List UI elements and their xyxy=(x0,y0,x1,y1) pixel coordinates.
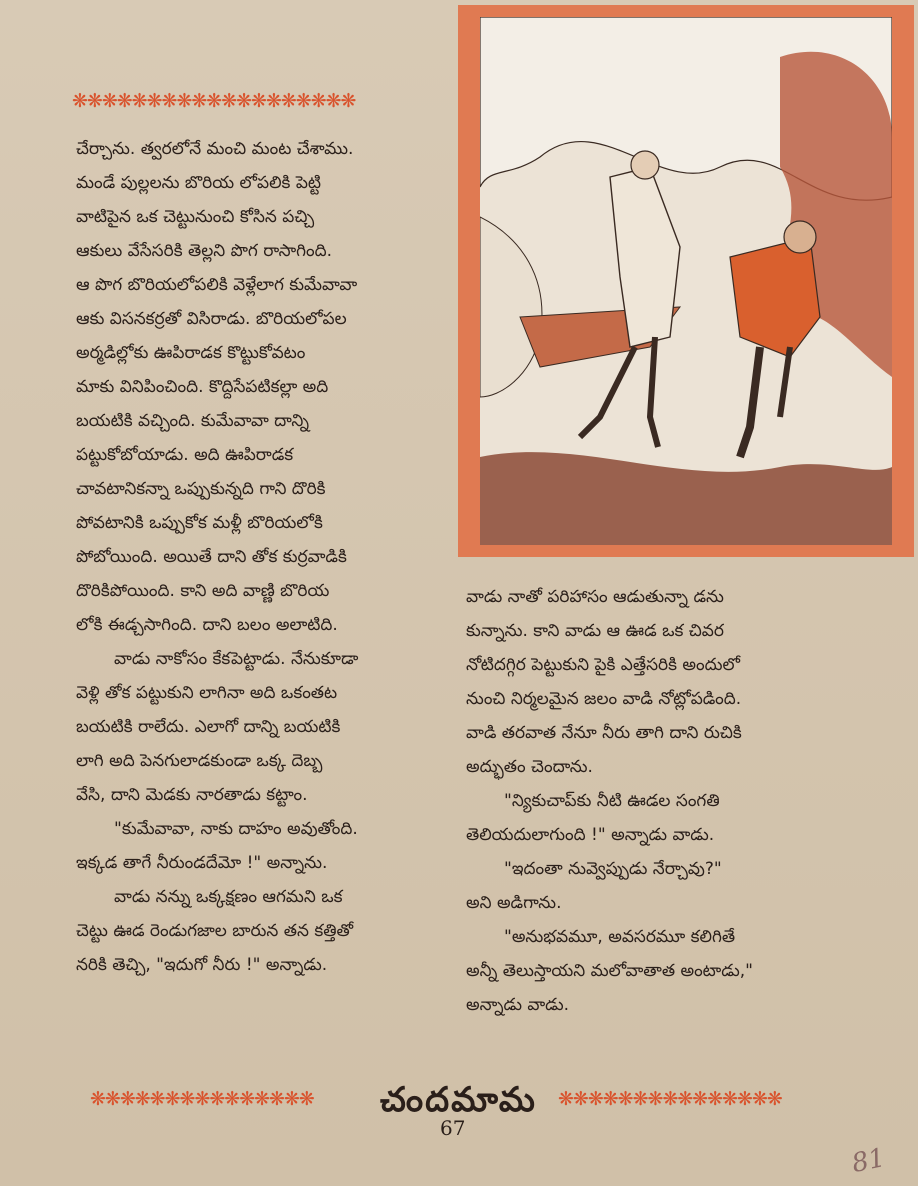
text-line: చేర్చాను. త్వరలోనే మంచి మంట చేశాము. xyxy=(76,139,354,159)
text-line: నుంచి నిర్మలమైన జలం వాడి నోట్లోపడింది. xyxy=(466,689,742,709)
text-line: పట్టుకోబోయాడు. అది ఊపిరాడక xyxy=(76,445,294,465)
magazine-title: చందమామ xyxy=(380,1080,537,1120)
text-line: వెళ్లి తోక పట్టుకుని లాగినా అది ఒకంతట xyxy=(76,683,338,703)
text-line: వేసి, దాని మెడకు నారతాడు కట్టాం. xyxy=(76,785,308,805)
text-line: మాకు వినిపించింది. కొద్దిసేపటికల్లా అది xyxy=(76,377,329,397)
text-line: అర్మడిల్లోకు ఊపిరాడక కొట్టుకోవటం xyxy=(76,343,306,363)
ornament-border-top: ❋❋❋❋❋❋❋❋❋❋❋❋❋❋❋❋❋❋❋ xyxy=(72,90,356,112)
ornament-border-bottom-left: ❋❋❋❋❋❋❋❋❋❋❋❋❋❋❋ xyxy=(90,1088,314,1110)
ornament-border-bottom-right: ❋❋❋❋❋❋❋❋❋❋❋❋❋❋❋ xyxy=(558,1088,782,1110)
text-line: నోటిదగ్గిర పెట్టుకుని పైకి ఎత్తేసరికి అందులో xyxy=(466,655,741,675)
story-illustration xyxy=(458,5,914,557)
illustration-art xyxy=(480,17,892,545)
text-line: వాడు నాకోసం కేకపెట్టాడు. నేనుకూడా xyxy=(114,649,359,669)
text-line: "కుమేవావా, నాకు దాహం అవుతోంది. xyxy=(114,819,358,839)
text-line: అని అడిగాను. xyxy=(466,893,562,913)
text-line: దొరికిపోయింది. కాని అది వాణ్ణి బొరియ xyxy=(76,581,330,601)
text-line: వాటిపైన ఒక చెట్టునుంచి కోసిన పచ్చి xyxy=(76,207,315,227)
text-line: చావటానికన్నా ఒప్పుకున్నది గాని దొరికి xyxy=(76,479,326,499)
pencil-annotation: 81 xyxy=(849,1142,888,1180)
page-number: 67 xyxy=(440,1116,466,1140)
text-line: వాడు నాతో పరిహాసం ఆడుతున్నా డను xyxy=(466,587,724,607)
text-line: ఆ పొగ బొరియలోపలికి వెళ్లేలాగ కుమేవావా xyxy=(76,275,358,295)
text-line: బయటికి రాలేదు. ఎలాగో దాన్ని బయటికి xyxy=(76,717,341,737)
text-line: ఇక్కడ తాగే నీరుండదేమో !" అన్నాను. xyxy=(76,853,328,873)
text-line: కున్నాను. కాని వాడు ఆ ఊడ ఒక చివర xyxy=(466,621,724,641)
text-line: పోబోయింది. అయితే దాని తోక కుర్రవాడికి xyxy=(76,547,347,567)
text-line: అన్నాడు వాడు. xyxy=(466,995,570,1015)
text-line: ఆకు విసనకర్రతో విసిరాడు. బొరియలోపల xyxy=(76,309,347,329)
text-line: అన్నీ తెలుస్తాయని మలోవాతాత అంటాడు," xyxy=(466,961,753,981)
text-line: "న్యికుచాప్‌కు నీటి ఊడల సంగతి xyxy=(504,791,720,811)
text-line: పోవటానికి ఒప్పుకోక మళ్లీ బొరియలోకి xyxy=(76,513,323,533)
text-line: బయటికి వచ్చింది. కుమేవావా దాన్ని xyxy=(76,411,310,431)
text-line: అద్భుతం చెందాను. xyxy=(466,757,593,777)
left-text-column xyxy=(76,132,444,982)
right-text-column xyxy=(466,580,846,1022)
text-line: మండే పుల్లలను బొరియ లోపలికి పెట్టి xyxy=(76,173,322,193)
text-line: నరికి తెచ్చి, "ఇదుగో నీరు !" అన్నాడు. xyxy=(76,955,328,975)
text-line: వాడి తరవాత నేనూ నీరు తాగి దాని రుచికి xyxy=(466,723,742,743)
text-line: చెట్టు ఊడ రెండుగజాల బారున తన కత్తితో xyxy=(76,921,354,941)
text-line: వాడు నన్ను ఒక్కక్షణం ఆగమని ఒక xyxy=(114,887,343,907)
text-line: "ఇదంతా నువ్వెప్పుడు నేర్చావు?" xyxy=(504,859,722,879)
text-line: తెలియదులాగుంది !" అన్నాడు వాడు. xyxy=(466,825,715,845)
text-line: లోకి ఈడ్చసాగింది. దాని బలం అలాటిది. xyxy=(76,615,338,635)
text-line: ఆకులు వేసేసరికి తెల్లని పొగ రాసాగింది. xyxy=(76,241,333,261)
text-line: లాగి అది పెనగులాడకుండా ఒక్క దెబ్బ xyxy=(76,751,323,771)
text-line: "అనుభవమూ, అవసరమూ కలిగితే xyxy=(504,927,736,947)
